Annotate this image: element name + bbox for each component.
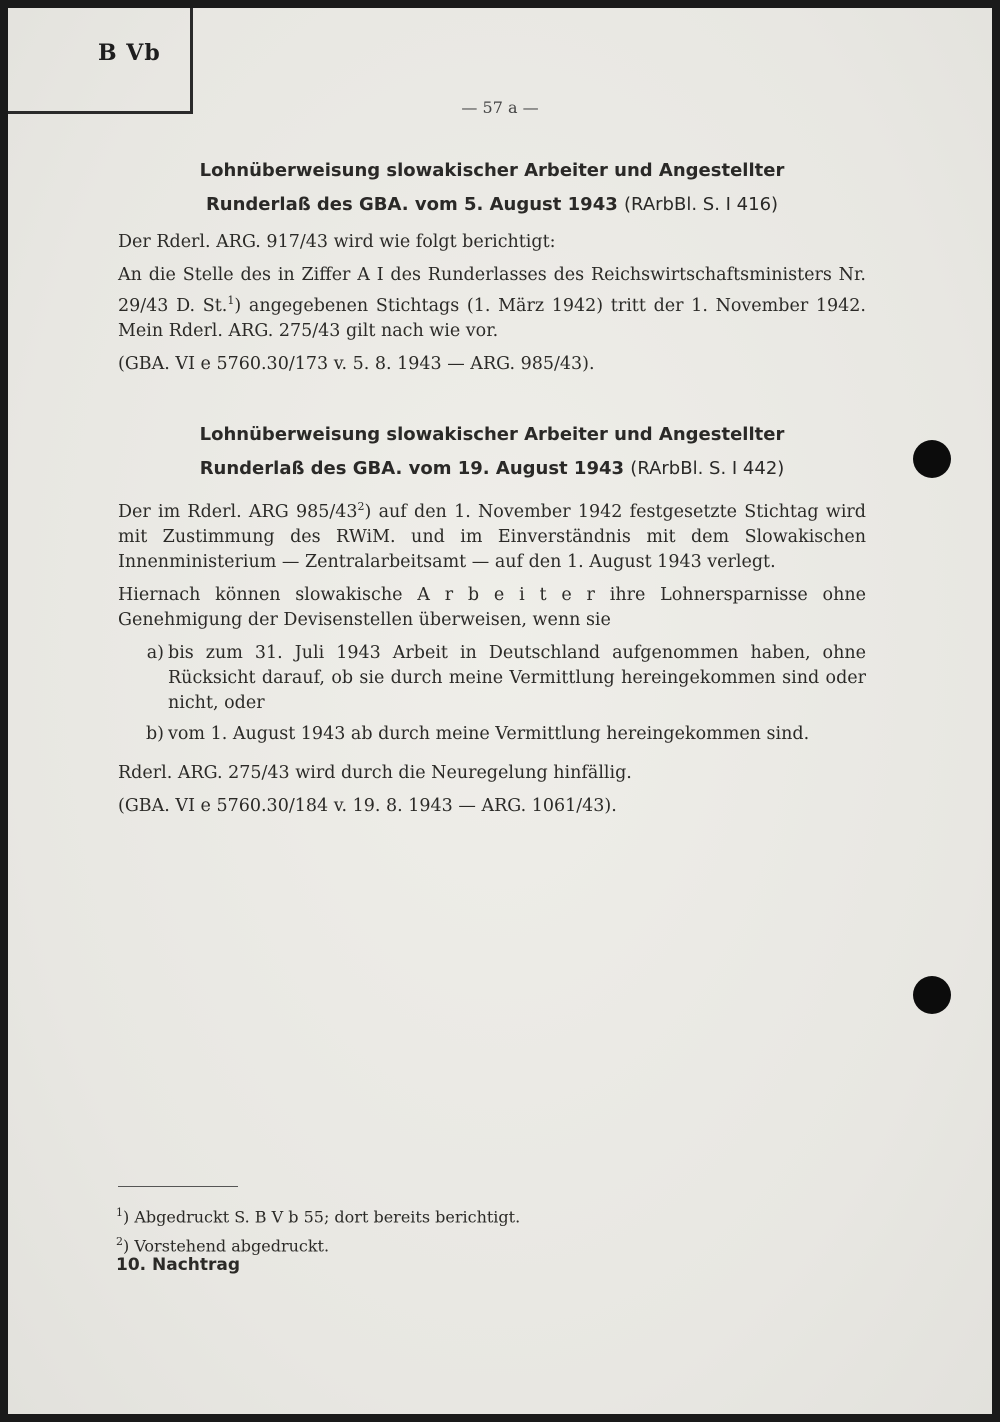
section-1-reference: (GBA. VI e 5760.30/173 v. 5. 8. 1943 — ARG. 985/43). bbox=[118, 353, 595, 374]
condition-list bbox=[118, 641, 866, 747]
decree-section-2 bbox=[118, 418, 866, 819]
section-1-p2-text-a: An die Stelle des in Ziffer A I des Runderlasses des Reichswirtschaftsministers Nr. 29/43 D. St. bbox=[118, 265, 866, 316]
footnotes bbox=[116, 1200, 716, 1259]
list-item-text: vom 1. August 1943 ab durch meine Vermittlung hereingekommen sind. bbox=[168, 723, 810, 744]
section-2-paragraph-2: Hiernach können slowakische A r b e i t e r ihre Lohnersparnisse ohne Genehmigung der Devisenstellen überweisen, wenn sie bbox=[118, 584, 866, 630]
page-number: — 57 a — bbox=[461, 98, 539, 117]
footnote-1-mark: 1 bbox=[116, 1206, 123, 1219]
list-item bbox=[118, 722, 866, 747]
section-2-paragraph-1 bbox=[118, 494, 866, 575]
section-1-subtitle-ref: (RArbBl. S. I 416) bbox=[624, 194, 779, 215]
section-2-paragraph-3: Rderl. ARG. 275/43 wird durch die Neuregelung hinfällig. bbox=[118, 762, 632, 783]
section-1-title: Lohnüberweisung slowakischer Arbeiter und Angestellter bbox=[199, 160, 785, 181]
section-1-paragraph-2 bbox=[118, 263, 866, 344]
section-2-reference: (GBA. VI e 5760.30/184 v. 19. 8. 1943 — ARG. 1061/43). bbox=[118, 795, 617, 816]
supplement-label: 10. Nachtrag bbox=[116, 1255, 241, 1275]
footnote-ref-2: 2 bbox=[357, 500, 365, 513]
footnote-2-mark: 2 bbox=[116, 1235, 123, 1249]
footnote-divider bbox=[118, 1186, 238, 1187]
list-marker: a) bbox=[146, 642, 164, 663]
section-2-subtitle-bold: Runderlaß des GBA. vom 19. August 1943 bbox=[199, 458, 625, 479]
list-marker: b) bbox=[145, 723, 164, 744]
section-2-title: Lohnüberweisung slowakischer Arbeiter und Angestellter bbox=[199, 424, 785, 445]
punch-hole bbox=[913, 976, 951, 1014]
decree-section-1 bbox=[118, 154, 866, 377]
list-item bbox=[118, 641, 866, 716]
footnote-ref-1: 1 bbox=[227, 294, 235, 307]
section-2-subtitle bbox=[118, 452, 866, 486]
section-2-subtitle-ref: (RArbBl. S. I 442) bbox=[630, 458, 785, 479]
footnote-2-text: ) Vorstehend abgedruckt. bbox=[123, 1236, 330, 1256]
section-code: B Vb bbox=[98, 40, 161, 66]
section-1-subtitle-bold: Runderlaß des GBA. vom 5. August 1943 bbox=[205, 194, 618, 215]
section-2-p1-text-b: ) auf den 1. November 1942 festgesetzte Stichtag wird mit Zustimmung des RWiM. und im Einverständnis mit dem Slowakischen Innenministerium — Zentralarbeitsamt — auf den 1. August 1943 verlegt. bbox=[118, 501, 866, 572]
footnote-1-text: ) Abgedruckt S. B V b 55; dort bereits berichtigt. bbox=[123, 1207, 521, 1227]
section-1-paragraph-1: Der Rderl. ARG. 917/43 wird wie folgt berichtigt: bbox=[118, 232, 556, 252]
section-1-subtitle bbox=[118, 188, 866, 222]
section-2-p1-text-a: Der im Rderl. ARG 985/43 bbox=[118, 501, 358, 522]
punch-hole bbox=[913, 440, 951, 478]
document-page bbox=[8, 8, 992, 1414]
section-1-p2-text-b: ) angegebenen Stichtags (1. März 1942) tritt der 1. November 1942. Mein Rderl. ARG. 275/43 gilt nach wie vor. bbox=[118, 295, 866, 341]
list-item-text: bis zum 31. Juli 1943 Arbeit in Deutschland aufgenommen haben, ohne Rücksicht darauf, ob sie durch meine Vermittlung hereingekommen sind oder nicht, oder bbox=[168, 642, 866, 713]
footnote-1 bbox=[116, 1200, 716, 1229]
corner-box bbox=[8, 8, 193, 114]
